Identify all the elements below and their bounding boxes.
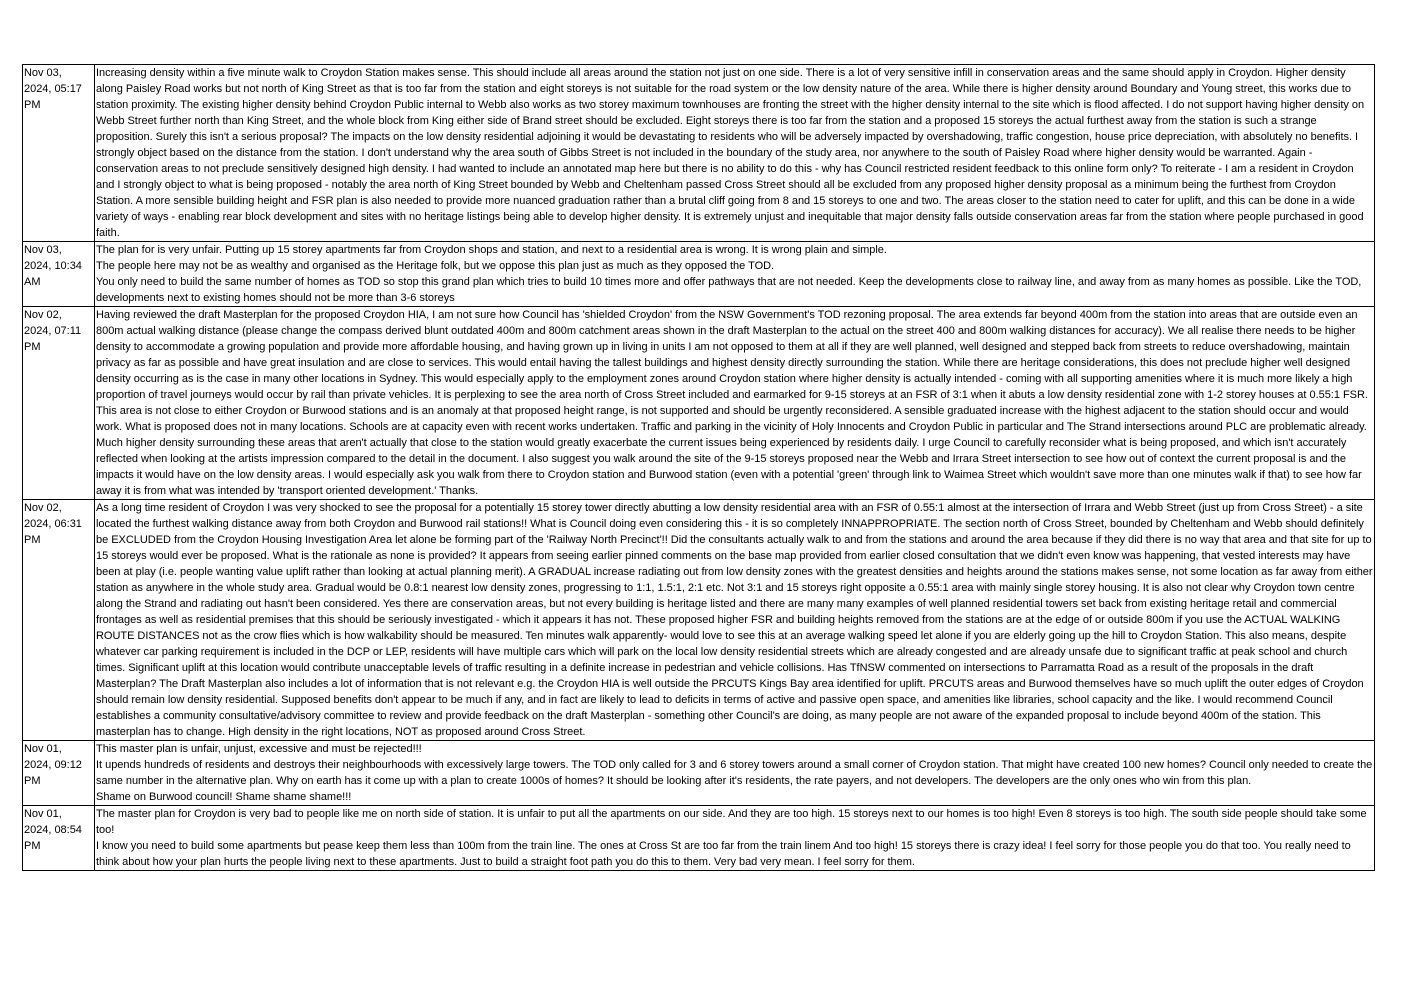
comment-date: Nov 03, 2024, 05:17 PM <box>23 65 95 242</box>
comment-text: Increasing density within a five minute walk to Croydon Station makes sense. This should include all areas around the station not just on one side. There is a lot of very sensitive infill in conservation areas and the same should apply in Croydon. Higher density along Paisley Road works but not north of King Street as that is too far from the station and eight storeys is not suitable for the road system or the low density nature of the area. While there is higher density around Boundary and Young street, this works due to station proximity. The existing higher density behind Croydon Public internal to Webb also works as two storey maximum townhouses are fronting the street with the higher density internal to the site which is flood affected. I do not support having higher density on Webb Street further north than King Street, and the whole block from King either side of Brand street should be excluded. Eight storeys there is too far from the station and a proposed 15 storeys the actual furthest away from the station is such a strange proposition. Surely this isn't a serious proposal? The impacts on the low density residential adjoining it would be devastating to residents who will be adversely impacted by overshadowing, traffic congestion, house price depreciation, with absolutely no benefits. I strongly object based on the distance from the station. I don't understand why the area south of Gibbs Street is not included in the boundary of the study area, nor anywhere to the south of Paisley Road where higher density would be warranted. Again - conservation areas to not preclude sensitively designed high density. I had wanted to include an annotated map here but there is no ability to do this - why has Council restricted resident feedback to this online form only? To reiterate - I am a resident in Croydon and I strongly object to what is being proposed - notably the area north of King Street bounded by Webb and Cheltenham passed Cross Street should all be excluded from any proposed higher density proposal as a minimum being the furthest from Croydon Station. A more sensible building height and FSR plan is also needed to provide more nuanced graduation rather than a brutal cliff going from 8 and 15 storeys to one and two. The areas closer to the station need to cater for uplift, and this can be done in a wide variety of ways - enabling rear block development and sites with no heritage listings being able to develop higher density. It is extremely unjust and inequitable that major density falls outside conservation areas far from the station where people purchased in good faith. <box>95 65 1375 242</box>
table-row <box>23 65 1375 242</box>
comment-date: Nov 02, 2024, 06:31 PM <box>23 500 95 741</box>
comment-text: This master plan is unfair, unjust, excessive and must be rejected!!! It upends hundreds of residents and destroys their neighbourhoods with excessively large towers. The TOD only called for 3 and 6 storey towers around a small corner of Croydon station. That might have created 100 new homes? Council only needed to create the same number in the alternative plan. Why on earth has it come up with a plan to create 1000s of homes? It should be looking after it's residents, the rate payers, and not developers. The developers are the only ones who win from this plan. Shame on Burwood council! Shame shame shame!!! <box>95 741 1375 806</box>
comment-text: The master plan for Croydon is very bad to people like me on north side of station. It is unfair to put all the apartments on our side. And they are too high. 15 storeys next to our homes is too high! Even 8 storeys is too high. The south side people should take some too! I know you need to build some apartments but pease keep them less than 100m from the train line. The ones at Cross St are too far from the train linem And too high! 15 storeys there is crazy idea! I feel sorry for those people you do that too. You really need to think about how your plan hurts the people living next to these apartments. Just to build a straight foot path you do this to them. Very bad very mean. I feel sorry for them. <box>95 806 1375 871</box>
comment-text: As a long time resident of Croydon I was very shocked to see the proposal for a potentially 15 storey tower directly abutting a low density residential area with an FSR of 0.55:1 almost at the intersection of Irrara and Webb Street (just up from Cross Street) - a site located the furthest walking distance away from both Croydon and Burwood rail stations!! What is Council doing even considering this - it is so completely INNAPPROPRIATE. The section north of Cross Street, bounded by Cheltenham and Webb should definitely be EXCLUDED from the Croydon Housing Investigation Area let alone be forming part of the 'Railway North Precinct'!! Did the consultants actually walk to and from the stations and around the area because if they did there is no way that area and that site for up to 15 storeys would ever be proposed. What is the rationale as none is provided? It appears from seeing earlier pinned comments on the base map provided from earlier closed consultation that we didn't even know was happening, that vested interests may have been at play (i.e. people wanting value uplift rather than looking at actual planning merit). A GRADUAL increase radiating out from low density zones with the greatest densities and heights around the stations makes sense, not some location as far away from either station as anywhere in the whole study area. Gradual would be 0.8:1 nearest low density zones, progressing to 1:1, 1.5:1, 2:1 etc. Not 3:1 and 15 storeys right opposite a 0.55:1 area with mainly single storey housing. It is also not clear why Croydon town centre along the Strand and radiating out hasn't been considered. Yes there are conservation areas, but not every building is heritage listed and there are many many examples of well planned residential towers set back from existing heritage retail and commercial frontages as well as residential premises that this should be seriously investigated - which it appears it has not. These proposed higher FSR and building heights removed from the stations are at the edge of or outside 800m if you use the ACTUAL WALKING ROUTE DISTANCES not as the crow flies which is how walkability should be measured. Ten minutes walk apparently- would love to see this at an average walking speed let alone if you are elderly going up the hill to Croydon Station. This also means, despite whatever car parking requirement is included in the DCP or LEP, residents will have multiple cars which will park on the local low density residential streets which are already congested and are already unsafe due to significant traffic at peak school and church times. Significant uplift at this location would contribute unacceptable levels of traffic resulting in a definite increase in pedestrian and vehicle collisions. Has TfNSW commented on intersections to Parramatta Road as a result of the proposals in the draft Masterplan? The Draft Masterplan also includes a lot of information that is not relevant e.g. the Croydon HIA is well outside the PRCUTS Kings Bay area identified for uplift. PRCUTS areas and Burwood themselves have so much uplift the outer edges of Croydon should remain low density residential. Supposed benefits don't appear to be much if any, and in fact are likely to lead to deficits in terms of active and passive open space, and amenities like libraries, school capacity and the like. I would recommend Council establishes a community consultative/advisory committee to review and provide feedback on the draft Masterplan - something other Council's are doing, as many people are not aware of the expanded proposal to include beyond 400m of the station. This masterplan has to change. High density in the right locations, NOT as proposed around Cross Street. <box>95 500 1375 741</box>
comment-date: Nov 03, 2024, 10:34 AM <box>23 242 95 307</box>
table-row <box>23 806 1375 871</box>
comment-date: Nov 01, 2024, 08:54 PM <box>23 806 95 871</box>
table-row <box>23 242 1375 307</box>
comments-table <box>22 64 1375 871</box>
table-row <box>23 307 1375 500</box>
comment-text: Having reviewed the draft Masterplan for the proposed Croydon HIA, I am not sure how Council has 'shielded Croydon' from the NSW Government's TOD rezoning proposal. The area extends far beyond 400m from the station into areas that are outside even an 800m actual walking distance (please change the compass derived blunt outdated 400m and 800m catchment areas shown in the draft Masterplan to the actual on the street 400 and 800m walking distances for accuracy). We all realise there needs to be higher density to accommodate a growing population and provide more affordable housing, and having grown up in living in units I am not opposed to them at all if they are well planned, well designed and stepped back from streets to reduce overshadowing, maintain privacy as far as possible and have great insulation and are close to services. This would entail having the tallest buildings and highest density directly surrounding the station. While there are heritage considerations, this does not preclude higher well designed density occurring as is the case in many other locations in Sydney. This would especially apply to the employment zones around Croydon station where higher density is actually intended - coming with all supporting amenities where it is much more likely a high proportion of travel journeys would occur by rail than private vehicles. It is perplexing to see the area north of Cross Street included and earmarked for 9-15 storeys at an FSR of 3:1 when it abuts a low density residential zone with 1-2 storey houses at 0.55:1 FSR. This area is not close to either Croydon or Burwood stations and is an anomaly at that proposed height range, is not supported and should be urgently reconsidered. A sensible graduated increase with the highest adjacent to the station should occur and would work. What is proposed does not in many locations. Schools are at capacity even with recent works undertaken. Traffic and parking in the vicinity of Holy Innocents and Croydon Public in particular and The Strand intersections around PLC are problematic already. Much higher density surrounding these areas that aren't actually that close to the station would greatly exacerbate the current issues being experienced by residents daily. I urge Council to carefully reconsider what is being proposed, and which isn't accurately reflected when looking at the artists impression compared to the detail in the document. I also suggest you walk around the site of the 9-15 storeys proposed near the Webb and Irrara Street intersection to see how out of context the current proposal is and the impacts it would have on the low density areas. I would especially ask you walk from there to Croydon station and Burwood station (even with a potential 'green' through link to Waimea Street which wouldn't save more than one minutes walk if that) to see how far away it is from what was intended by 'transport oriented development.' Thanks. <box>95 307 1375 500</box>
table-row <box>23 741 1375 806</box>
comment-text: The plan for is very unfair. Putting up 15 storey apartments far from Croydon shops and station, and next to a residential area is wrong. It is wrong plain and simple. The people here may not be as wealthy and organised as the Heritage folk, but we oppose this plan just as much as they opposed the TOD. You only need to build the same number of homes as TOD so stop this grand plan which tries to build 10 times more and offer pathways that are not needed. Keep the developments close to railway line, and away from as many homes as possible. Like the TOD, developments next to existing homes should not be more than 3-6 storeys <box>95 242 1375 307</box>
comment-date: Nov 02, 2024, 07:11 PM <box>23 307 95 500</box>
table-row <box>23 500 1375 741</box>
comment-date: Nov 01, 2024, 09:12 PM <box>23 741 95 806</box>
